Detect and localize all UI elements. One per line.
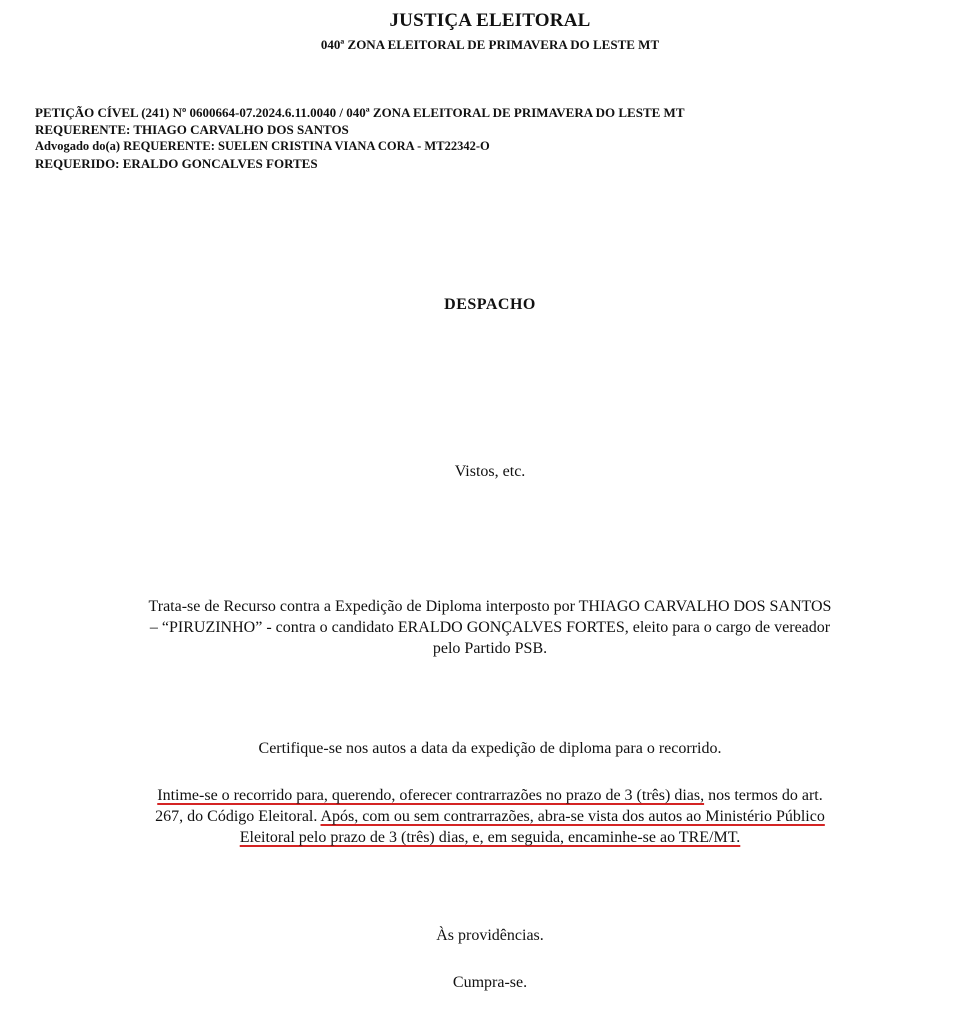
advogado-line: Advogado do(a) REQUERENTE: SUELEN CRISTINA VIANA CORA - MT22342-O bbox=[35, 139, 490, 153]
underlined-annotation: Eleitoral pelo prazo de 3 (três) dias, e, em seguida, encaminhe-se ao TRE/MT. bbox=[239, 829, 741, 846]
despacho-heading: DESPACHO bbox=[444, 296, 536, 313]
trata-line-3: pelo Partido PSB. bbox=[432, 640, 548, 657]
case-info-block bbox=[35, 104, 955, 172]
providencias-paragraph: Às providências. bbox=[436, 927, 544, 944]
trata-paragraph bbox=[30, 596, 950, 659]
requerido-line: REQUERIDO: ERALDO GONCALVES FORTES bbox=[35, 156, 318, 171]
requerente-line: REQUERENTE: THIAGO CARVALHO DOS SANTOS bbox=[35, 122, 349, 137]
intime-line-1 bbox=[30, 785, 950, 806]
petition-number: PETIÇÃO CÍVEL (241) Nº 0600664-07.2024.6.11.0040 / 040ª ZONA ELEITORAL DE PRIMAVERA DO LESTE MT bbox=[35, 105, 685, 120]
trata-line-1: Trata-se de Recurso contra a Expedição de Diploma interposto por THIAGO CARVALHO DOS SANTOS bbox=[148, 598, 832, 615]
intime-line-3 bbox=[30, 827, 950, 848]
intime-line-2 bbox=[30, 806, 950, 827]
cumpra-paragraph: Cumpra-se. bbox=[452, 974, 528, 991]
vistos-paragraph: Vistos, etc. bbox=[454, 463, 526, 480]
intime-line-1-rest: nos termos do art. bbox=[704, 787, 823, 804]
intime-line-2-plain: 267, do Código Eleitoral. bbox=[155, 808, 321, 825]
court-title: JUSTIÇA ELEITORAL bbox=[389, 10, 591, 31]
certifique-paragraph: Certifique-se nos autos a data da expedição de diploma para o recorrido. bbox=[258, 740, 722, 757]
underlined-annotation: Intime-se o recorrido para, querendo, oferecer contrarrazões no prazo de 3 (três) dias, bbox=[157, 787, 705, 804]
underlined-annotation: Após, com ou sem contrarrazões, abra-se vista dos autos ao Ministério Público bbox=[320, 808, 825, 825]
court-subtitle: 040ª ZONA ELEITORAL DE PRIMAVERA DO LESTE MT bbox=[320, 37, 660, 52]
intime-paragraph bbox=[30, 785, 950, 848]
trata-line-2: – “PIRUZINHO” - contra o candidato ERALDO GONÇALVES FORTES, eleito para o cargo de vereador bbox=[149, 619, 831, 636]
